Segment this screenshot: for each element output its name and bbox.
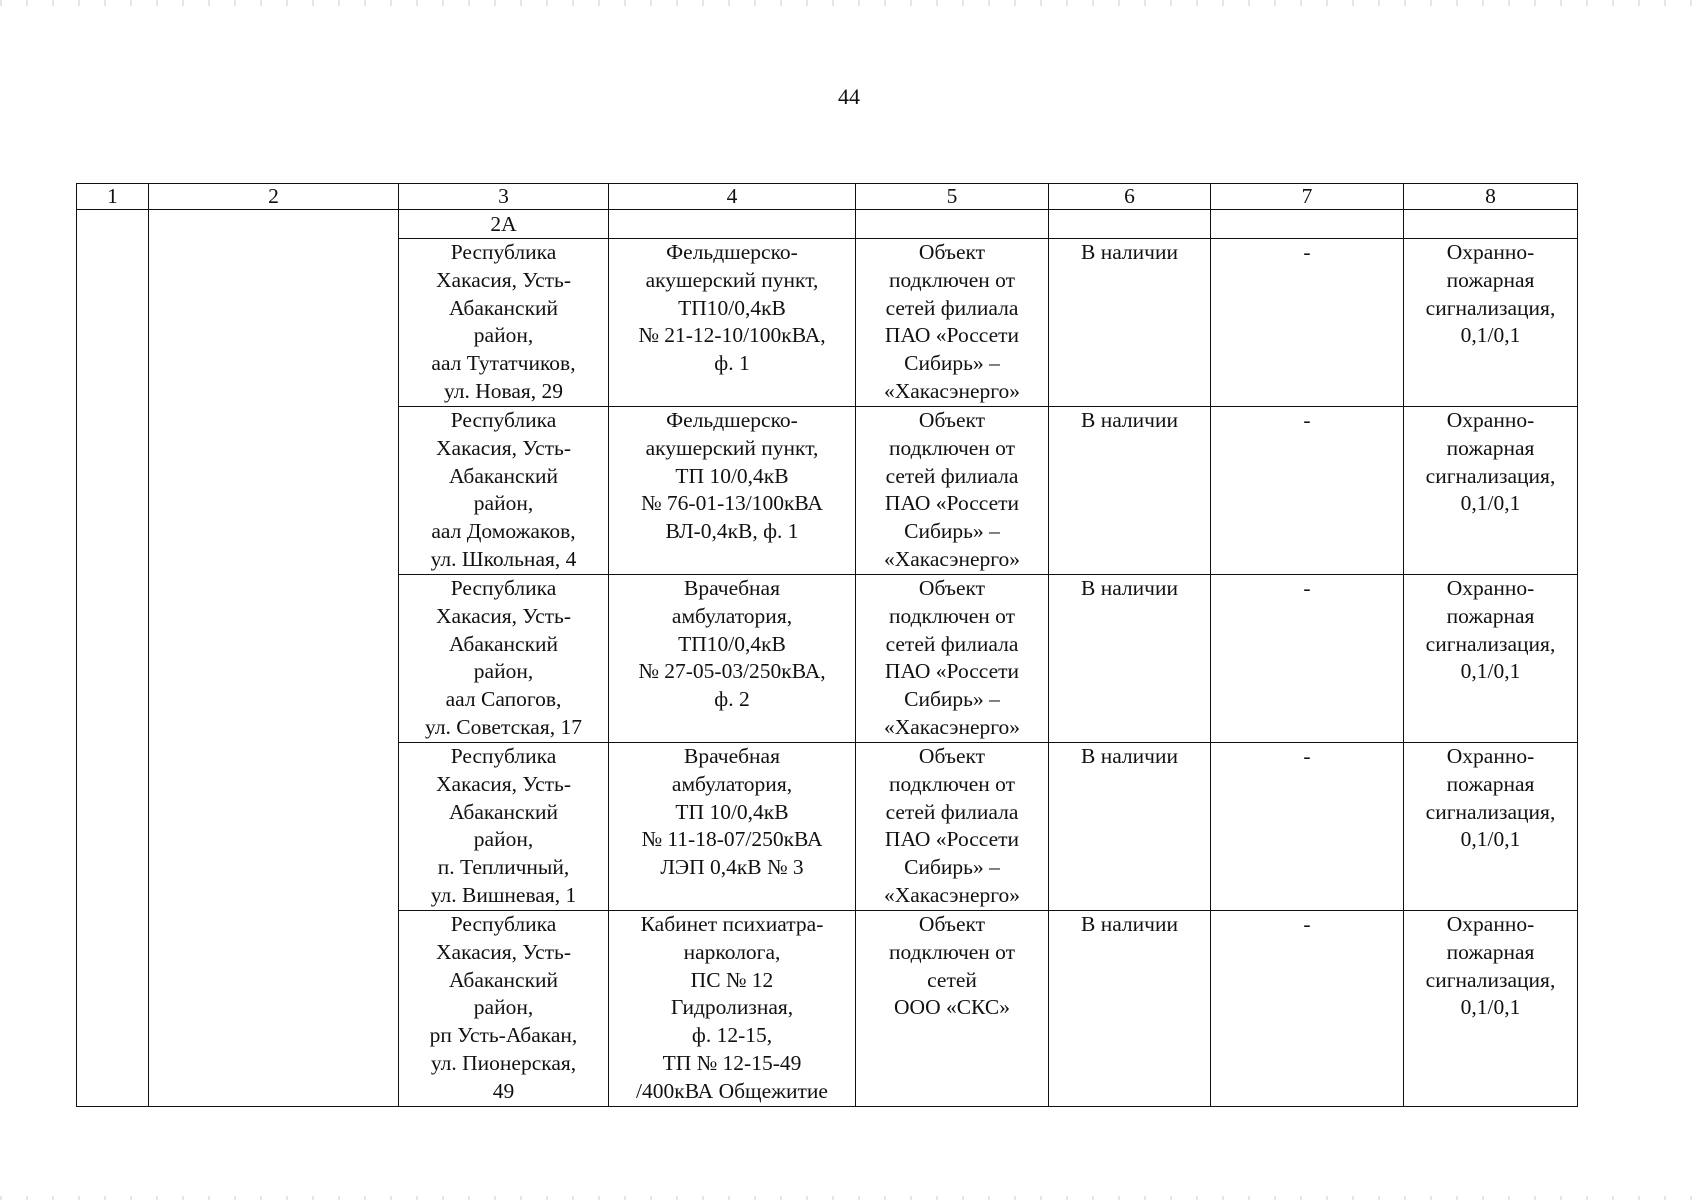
subheader-cell-col8	[1404, 210, 1578, 239]
column-7-cell: -	[1211, 407, 1404, 575]
address-cell: Республика Хакасия, Усть- Абаканский район, аал Доможаков, ул. Школьная, 4	[399, 407, 609, 575]
power-source-cell: Объект подключен от сетей ООО «СКС»	[856, 911, 1049, 1107]
subheader-cell-col5	[856, 210, 1049, 239]
merged-cell-col2	[149, 210, 399, 1107]
column-7-cell: -	[1211, 575, 1404, 743]
merged-cell-col1	[77, 210, 149, 1107]
availability-cell: В наличии	[1049, 575, 1211, 743]
subheader-cell-col3: 2А	[399, 210, 609, 239]
availability-cell: В наличии	[1049, 239, 1211, 407]
column-number-5: 5	[856, 184, 1049, 210]
page-number: 44	[838, 84, 860, 109]
address-cell: Республика Хакасия, Усть- Абаканский район, аал Тутатчиков, ул. Новая, 29	[399, 239, 609, 407]
column-number-row	[77, 184, 1578, 210]
address-cell: Республика Хакасия, Усть- Абаканский район, рп Усть-Абакан, ул. Пионерская, 49	[399, 911, 609, 1107]
power-source-cell: Объект подключен от сетей филиала ПАО «Россети Сибирь» – «Хакасэнерго»	[856, 239, 1049, 407]
alarm-cell: Охранно- пожарная сигнализация, 0,1/0,1	[1404, 407, 1578, 575]
power-source-cell: Объект подключен от сетей филиала ПАО «Россети Сибирь» – «Хакасэнерго»	[856, 743, 1049, 911]
power-source-cell: Объект подключен от сетей филиала ПАО «Россети Сибирь» – «Хакасэнерго»	[856, 407, 1049, 575]
subheader-row	[77, 210, 1578, 239]
scan-top-edge	[0, 0, 1698, 6]
address-cell: Республика Хакасия, Усть- Абаканский район, п. Тепличный, ул. Вишневая, 1	[399, 743, 609, 911]
column-number-4: 4	[609, 184, 856, 210]
availability-cell: В наличии	[1049, 911, 1211, 1107]
column-number-6: 6	[1049, 184, 1211, 210]
facility-cell: Кабинет психиатра- нарколога, ПС № 12 Гидролизная, ф. 12-15, ТП № 12-15-49 /400кВА Общежитие	[609, 911, 856, 1107]
subheader-cell-col4	[609, 210, 856, 239]
subheader-cell-col7	[1211, 210, 1404, 239]
availability-cell: В наличии	[1049, 743, 1211, 911]
data-table	[76, 183, 1578, 1107]
column-number-1: 1	[77, 184, 149, 210]
column-number-8: 8	[1404, 184, 1578, 210]
column-7-cell: -	[1211, 911, 1404, 1107]
facility-cell: Фельдшерско- акушерский пункт, ТП10/0,4кВ № 21-12-10/100кВА, ф. 1	[609, 239, 856, 407]
availability-cell: В наличии	[1049, 407, 1211, 575]
column-number-2: 2	[149, 184, 399, 210]
alarm-cell: Охранно- пожарная сигнализация, 0,1/0,1	[1404, 911, 1578, 1107]
column-number-3: 3	[399, 184, 609, 210]
scan-bottom-edge	[0, 1196, 1698, 1200]
alarm-cell: Охранно- пожарная сигнализация, 0,1/0,1	[1404, 743, 1578, 911]
address-cell: Республика Хакасия, Усть- Абаканский район, аал Сапогов, ул. Советская, 17	[399, 575, 609, 743]
alarm-cell: Охранно- пожарная сигнализация, 0,1/0,1	[1404, 575, 1578, 743]
column-number-7: 7	[1211, 184, 1404, 210]
facility-cell: Врачебная амбулатория, ТП 10/0,4кВ № 11-18-07/250кВА ЛЭП 0,4кВ № 3	[609, 743, 856, 911]
subheader-cell-col6	[1049, 210, 1211, 239]
column-7-cell: -	[1211, 743, 1404, 911]
facility-cell: Фельдшерско- акушерский пункт, ТП 10/0,4кВ № 76-01-13/100кВА ВЛ-0,4кВ, ф. 1	[609, 407, 856, 575]
power-source-cell: Объект подключен от сетей филиала ПАО «Россети Сибирь» – «Хакасэнерго»	[856, 575, 1049, 743]
facility-cell: Врачебная амбулатория, ТП10/0,4кВ № 27-05-03/250кВА, ф. 2	[609, 575, 856, 743]
column-7-cell: -	[1211, 239, 1404, 407]
alarm-cell: Охранно- пожарная сигнализация, 0,1/0,1	[1404, 239, 1578, 407]
